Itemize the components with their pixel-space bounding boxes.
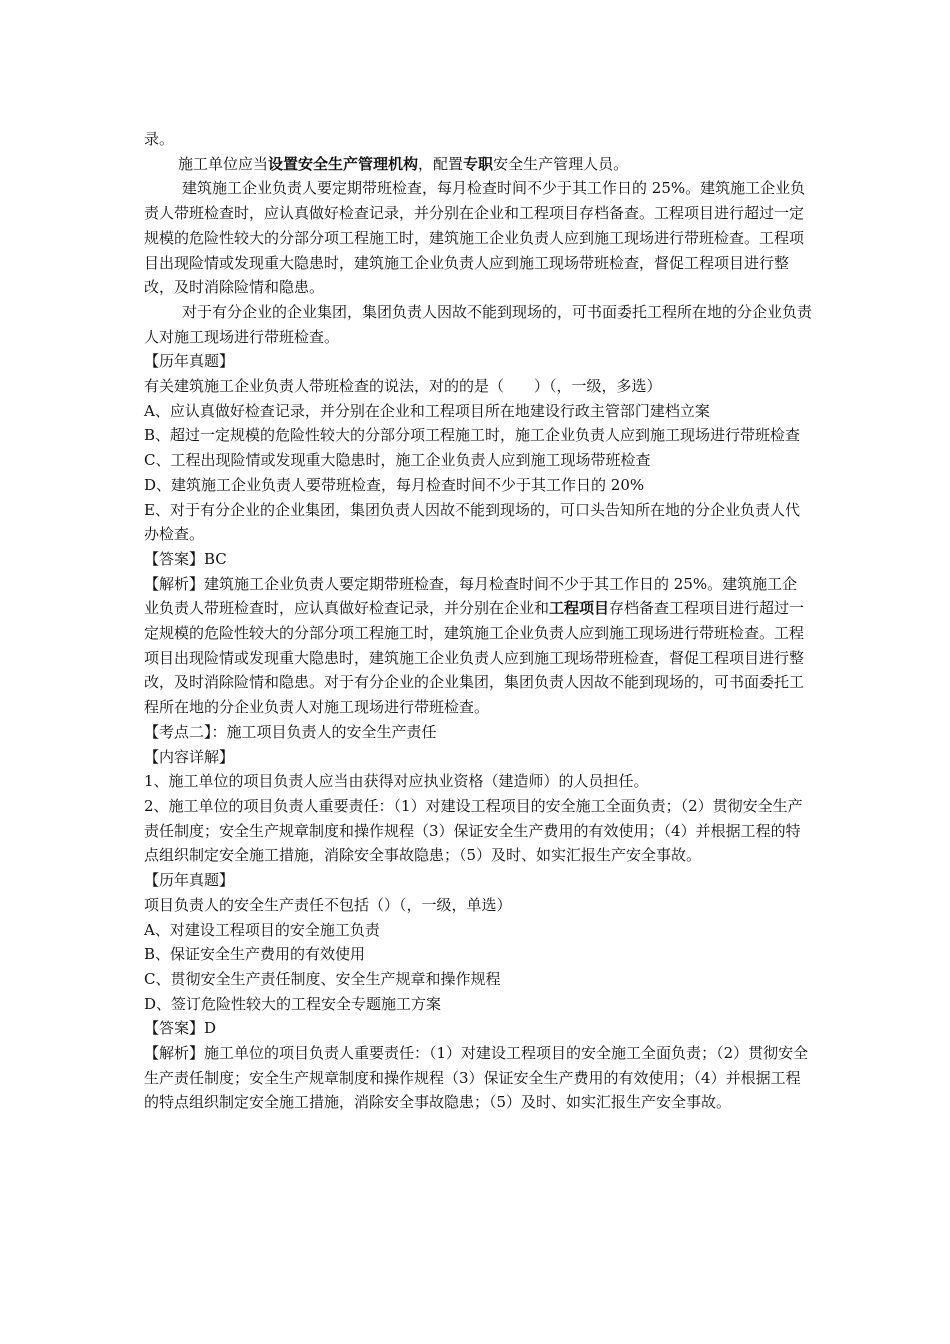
text-run: 安全生产管理人员。 xyxy=(493,154,629,173)
bold-phrase: 专职 xyxy=(463,154,494,173)
option-b: B、保证安全生产费用的有效使用 xyxy=(144,945,366,964)
list-item-2: 2、施工单位的项目负责人重要责任：（1）对建设工程项目的安全施工全面负责；（2）贯彻安全生产责任制度；安全生产规章制度和操作规程（3）保证安全生产费用的有效使用；（4）并根据工程的特点组织制定安全施工措施，消除安全事故隐患；（5）及时、如实汇报生产安全事故。 xyxy=(144,796,803,865)
text-run: 施工单位应当 xyxy=(178,154,269,173)
option-c: C、贯彻安全生产责任制度、安全生产规章和操作规程 xyxy=(144,969,501,988)
question-stem: 项目负责人的安全生产责任不包括（）（，一级，单选） xyxy=(144,895,512,914)
section-heading-past-exam: 【历年真题】 xyxy=(144,352,235,371)
text-run: 存档备查工程项目进行超过一定规模的危险性较大的分部分项工程施工时，建筑施工企业负责人应到施工现场进行带班检查。工程项目出现险情或发现重大隐患时，建筑施工企业负责人应到施工现场带班检查，督促工程项目进行整改，及时消除险情和隐患。对于有分企业的企业集团，集团负责人因故不能到现场的，可书面委托工程所在地的分企业负责人对施工现场进行带班检查。 xyxy=(144,599,805,717)
explanation xyxy=(144,1041,812,1115)
option-b: B、超过一定规模的危险性较大的分部分项工程施工时，施工企业负责人应到施工现场进行带班检查 xyxy=(144,426,801,445)
list-item-1: 1、施工单位的项目负责人应当由获得对应执业资格（建造师）的人员担任。 xyxy=(144,772,649,791)
paragraph-leader-inspection: 建筑施工企业负责人要定期带班检查，每月检查时间不少于其工作日的 25%。建筑施工企业负责人带班检查时，应认真做好检查记录，并分别在企业和工程项目存档备查。工程项目进行超过一定规模的危险性较大的分部分项工程施工时，建筑施工企业负责人应到施工现场进行带班检查。工程项目出现险情或发现重大隐患时，建筑施工企业负责人应到施工现场带班检查，督促工程项目进行整改，及时消除险情和隐患。 xyxy=(144,179,806,297)
option-a: A、应认真做好检查记录，并分别在企业和工程项目所在地建设行政主管部门建档立案 xyxy=(144,401,710,420)
option-e: E、对于有分企业的企业集团，集团负责人因故不能到现场的，可口头告知所在地的分企业负责人代办检查。 xyxy=(144,500,800,544)
explanation-label: 【解析】 xyxy=(144,1044,205,1063)
text-run: 施工单位的项目负责人重要责任：（1）对建设工程项目的安全施工全面负责；（2）贯彻安全生产责任制度；安全生产规章制度和操作规程（3）保证安全生产费用的有效使用；（4）并根据工程的特点组织制定安全施工措施，消除安全事故隐患；（5）及时、如实汇报生产安全事故。 xyxy=(144,1044,809,1112)
section-heading-key-point-2: 【考点二】：施工项目负责人的安全生产责任 xyxy=(144,722,437,741)
bold-phrase: 设置安全生产管理机构 xyxy=(268,154,419,173)
option-d: D、签订危险性较大的工程安全专题施工方案 xyxy=(144,994,442,1013)
option-d: D、建筑施工企业负责人要带班检查，每月检查时间不少于其工作日的 20% xyxy=(144,475,645,494)
section-heading-past-exam: 【历年真题】 xyxy=(144,871,235,890)
document-page xyxy=(144,127,812,1115)
text-run: ，配置 xyxy=(418,154,464,173)
paragraph-management-agency xyxy=(144,152,812,177)
option-a: A、对建设工程项目的安全施工负责 xyxy=(144,920,380,939)
question-stem: 有关建筑施工企业负责人带班检查的说法，对的的是（ ）（，一级，多选） xyxy=(144,377,662,396)
bold-phrase: 工程项目 xyxy=(549,599,610,618)
explanation xyxy=(144,572,812,720)
text-run: 建筑施工企业负责人要定期带班检查，每月检查时间不少于其工作日的 25%。建筑施工企业负责人带班检查时，应认真做好检查记录，并分别在企业和 xyxy=(144,574,798,618)
paragraph-continuation: 录。 xyxy=(144,130,175,148)
answer: 【答案】BC xyxy=(144,549,227,568)
option-c: C、工程出现险情或发现重大隐患时，施工企业负责人应到施工现场带班检查 xyxy=(144,451,651,470)
explanation-label: 【解析】 xyxy=(144,574,205,593)
section-heading-content-detail: 【内容详解】 xyxy=(144,747,235,766)
answer: 【答案】D xyxy=(144,1019,217,1038)
paragraph-group-enterprise: 对于有分企业的企业集团，集团负责人因故不能到现场的，可书面委托工程所在地的分企业负责人对施工现场进行带班检查。 xyxy=(144,302,813,346)
